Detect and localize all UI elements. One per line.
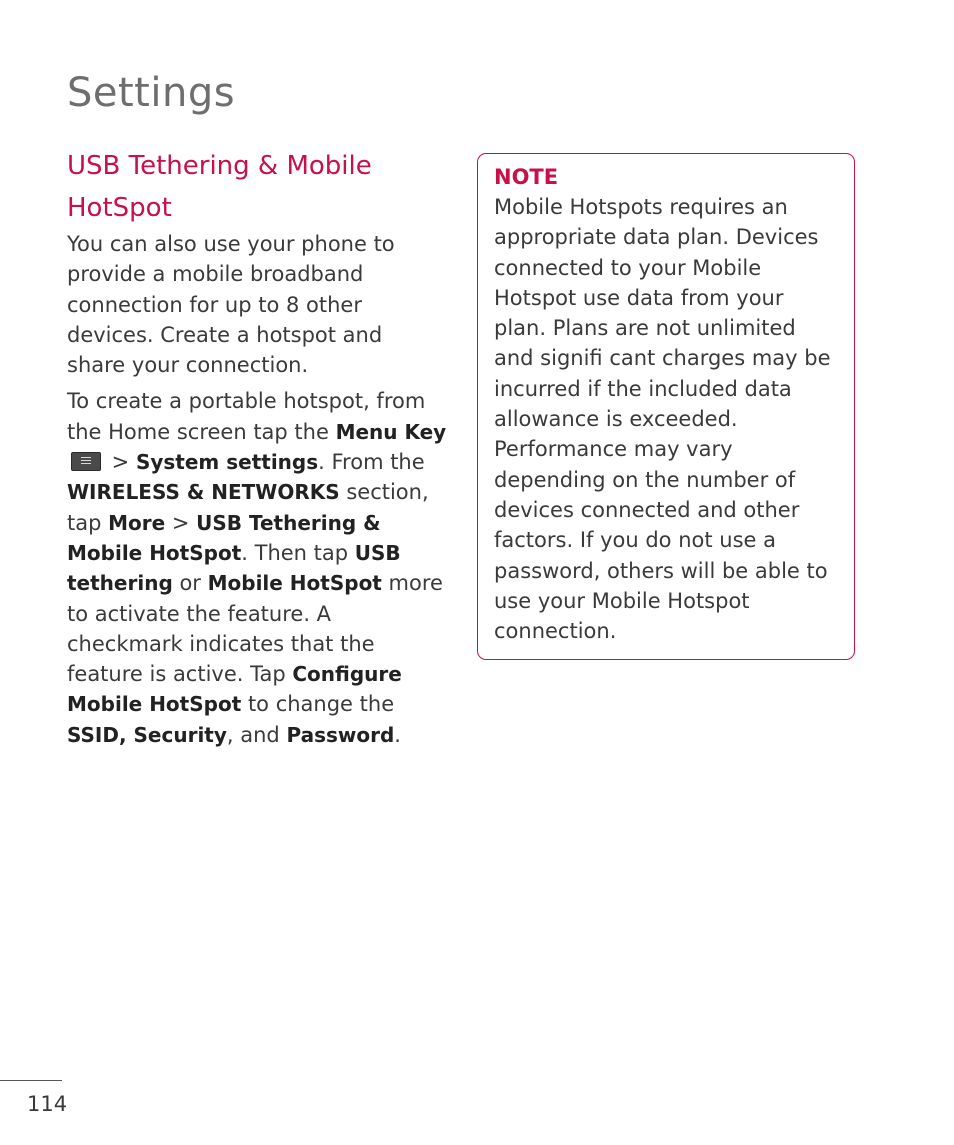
password-label: Password xyxy=(286,722,395,747)
instructions-text: , and xyxy=(226,722,287,747)
main-column xyxy=(67,145,447,750)
instructions-text: > xyxy=(165,510,197,535)
footer-rule xyxy=(0,1080,62,1081)
note-heading: NOTE xyxy=(494,165,559,189)
instructions-text: or xyxy=(172,571,208,596)
usb-tethering-label: USB tethering xyxy=(67,540,401,596)
note-text: Mobile Hotspots requires an appropriate data plan. Devices connected to your Mobile Hotspot use data from your plan. Plans are not unlimited and signifi cant charges may be incurred if the included data allowance is exceeded. Performance may vary depending on the number of devices connected and other factors. If you do not use a password, others will be able to use your Mobile Hotspot connection. xyxy=(494,195,831,644)
more-label: More xyxy=(108,510,166,535)
wireless-networks-label: WIRELESS & NETWORKS xyxy=(67,480,340,505)
ssid-security-label: SSID, Security xyxy=(67,722,227,747)
system-settings-label: System settings xyxy=(135,450,319,475)
instructions-text: to change the xyxy=(241,692,395,717)
intro-paragraph: You can also use your phone to provide a mobile broadband connection for up to 8 other devices. Create a hotspot and share your connection. xyxy=(67,232,395,378)
section-heading-line1: USB Tethering & Mobile xyxy=(67,151,372,181)
instructions-text: To create a portable hotspot, from the Home screen tap the xyxy=(67,389,426,444)
configure-hotspot-label: Configure Mobile HotSpot xyxy=(67,662,402,717)
instructions-text: > xyxy=(105,450,136,475)
section-heading-line2: HotSpot xyxy=(67,193,172,223)
menu-key-label: Menu Key xyxy=(335,419,447,444)
instructions-text: . xyxy=(394,722,401,747)
menu-key-icon xyxy=(71,452,101,471)
instructions-text: more to activate the feature. A checkmark indicates that the feature is active. Tap xyxy=(67,571,443,687)
instructions-text: . Then tap xyxy=(241,540,355,565)
section-heading xyxy=(67,145,447,229)
instructions-paragraph xyxy=(67,386,447,750)
page-number: 114 xyxy=(27,1092,68,1116)
instructions-text: section, tap xyxy=(67,480,429,535)
mobile-hotspot-label: Mobile HotSpot xyxy=(207,571,382,596)
usb-tethering-hotspot-label: USB Tethering & Mobile HotSpot xyxy=(67,510,381,565)
note-box xyxy=(477,153,855,660)
instructions-text: . From the xyxy=(318,450,425,475)
page-title: Settings xyxy=(67,70,236,116)
